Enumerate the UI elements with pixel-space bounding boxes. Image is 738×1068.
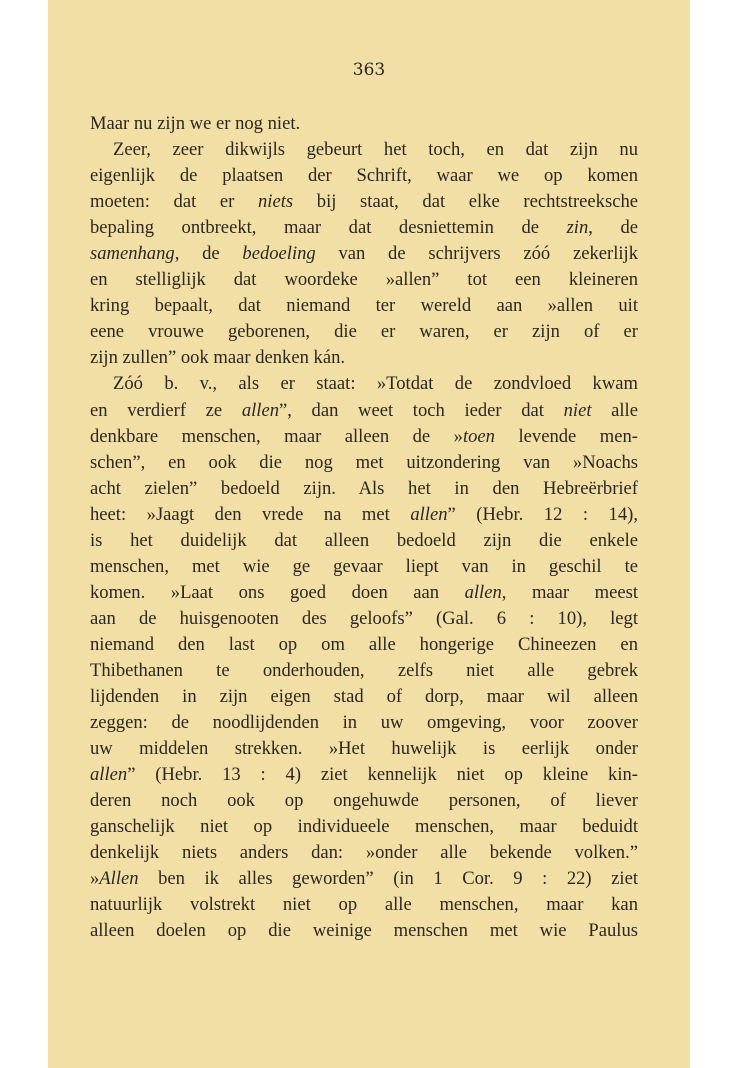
text-run: moeten: dat er <box>90 191 258 213</box>
text-run: ”, dan weet toch ieder dat <box>279 399 564 421</box>
text-line <box>90 241 638 267</box>
italic-text-run: allen <box>241 399 280 421</box>
text-run: en stelliglijk dat woordeke »allen” tot een kleineren <box>90 269 638 291</box>
text-line <box>90 918 638 944</box>
text-run: eigenlijk de plaatsen der Schrift, waar we op komen <box>90 165 638 187</box>
text-line <box>90 658 638 684</box>
text-line <box>90 189 638 215</box>
text-run: , de <box>588 217 638 239</box>
text-run: denkelijk niets anders dan: »onder alle bekende volken.” <box>90 842 638 864</box>
text-run: lijdenden in zijn eigen stad of dorp, maar wil alleen <box>90 686 638 708</box>
text-run: denkbare menschen, maar alleen de » <box>90 425 463 447</box>
text-line <box>90 528 638 554</box>
page-number: 363 <box>352 60 386 80</box>
italic-text-run: bedoeling <box>242 243 316 265</box>
italic-text-run: toen <box>462 425 495 447</box>
text-line <box>90 111 638 137</box>
text-run: aan de huisgenooten des geloofs” (Gal. 6 : 10), legt <box>90 607 638 629</box>
text-run: is het duidelijk dat alleen bedoeld zijn die enkele <box>90 529 638 551</box>
italic-text-run: allen <box>464 581 502 603</box>
text-line <box>90 762 638 788</box>
text-run: alleen doelen op die weinige menschen met wie Paulus <box>90 920 638 942</box>
text-line <box>90 502 638 528</box>
italic-text-run: niets <box>258 191 294 213</box>
text-line <box>90 345 638 371</box>
text-line <box>90 580 638 606</box>
text-run: levende men- <box>494 425 638 447</box>
text-run: alle <box>591 399 638 421</box>
text-run: Thibethanen te onderhouden, zelfs niet alle gebrek <box>90 659 638 681</box>
text-line <box>90 267 638 293</box>
text-run: bij staat, dat elke rechtstreeksche <box>293 191 638 213</box>
italic-text-run: samenhang <box>90 243 175 265</box>
text-run: , de <box>174 243 243 265</box>
text-line <box>90 319 638 345</box>
body-text <box>90 111 638 945</box>
text-line <box>90 736 638 762</box>
text-line <box>90 137 638 163</box>
text-line <box>90 554 638 580</box>
text-line <box>90 293 638 319</box>
book-page <box>48 0 690 1068</box>
text-run: zeggen: de noodlijdenden in uw omgeving, voor zoover <box>90 712 638 734</box>
text-run: uw middelen strekken. »Het huwelijk is eerlijk onder <box>90 738 638 760</box>
text-line <box>90 866 638 892</box>
text-line <box>90 450 638 476</box>
text-run: bepaling ontbreekt, maar dat desniettemin de <box>90 217 567 239</box>
text-run: en verdierf ze <box>90 399 242 421</box>
text-line <box>90 710 638 736</box>
text-run: ” (Hebr. 12 : 14), <box>447 503 638 525</box>
text-line <box>90 840 638 866</box>
text-line <box>90 606 638 632</box>
text-run: ” (Hebr. 13 : 4) ziet kennelijk niet op kleine kin- <box>127 764 638 786</box>
text-line <box>90 788 638 814</box>
text-run: ganschelijk niet op individueele menschen, maar beduidt <box>90 816 638 838</box>
italic-text-run: zin <box>566 217 589 239</box>
text-line <box>90 814 638 840</box>
text-run: » <box>90 868 100 890</box>
text-line <box>90 163 638 189</box>
text-run: schen”, en ook die nog met uitzondering van »Noachs <box>90 451 638 473</box>
text-run: eene vrouwe geborenen, die er waren, er zijn of er <box>90 321 638 343</box>
text-line <box>90 371 638 397</box>
text-line <box>90 424 638 450</box>
text-run: van de schrijvers zóó zekerlijk <box>315 243 638 265</box>
text-run: Maar nu zijn we er nog niet. <box>90 113 301 134</box>
italic-text-run: niet <box>563 399 592 421</box>
text-line <box>90 684 638 710</box>
text-run: niemand den last op om alle hongerige Chineezen en <box>90 633 638 655</box>
text-run: deren noch ook op ongehuwde personen, of liever <box>90 790 638 812</box>
text-run: komen. »Laat ons goed doen aan <box>90 581 465 603</box>
text-run: Zóó b. v., als er staat: »Totdat de zondvloed kwam <box>113 373 638 395</box>
text-run: zijn zullen” ook maar denken kán. <box>90 347 346 369</box>
text-run: heet: »Jaagt den vrede na met <box>90 503 411 525</box>
text-line <box>90 892 638 918</box>
italic-text-run: allen <box>90 764 128 786</box>
italic-text-run: Allen <box>99 868 139 890</box>
italic-text-run: allen <box>410 503 448 525</box>
text-run: natuurlijk volstrekt niet op alle menschen, maar kan <box>90 894 638 916</box>
text-line <box>90 398 638 424</box>
text-run: kring bepaalt, dat niemand ter wereld aan »allen uit <box>90 295 638 317</box>
text-run: , maar meest <box>501 581 638 603</box>
text-line <box>90 632 638 658</box>
text-line <box>90 215 638 241</box>
text-run: Zeer, zeer dikwijls gebeurt het toch, en dat zijn nu <box>113 139 638 161</box>
text-line <box>90 476 638 502</box>
text-run: ben ik alles geworden” (in 1 Cor. 9 : 22) ziet <box>138 868 638 890</box>
text-run: acht zielen” bedoeld zijn. Als het in den Hebreërbrief <box>90 477 638 499</box>
text-run: menschen, met wie ge gevaar liept van in geschil te <box>90 555 638 577</box>
